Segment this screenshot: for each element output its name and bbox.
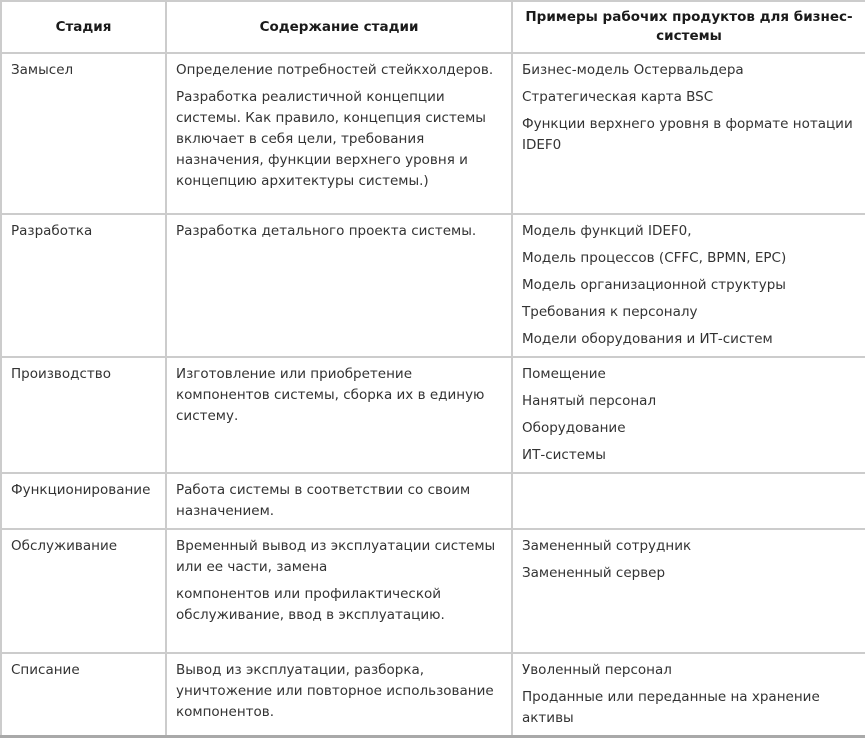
- content-paragraph: Разработка реалистичной концепции системы. Как правило, концепция системы включает в себя цели, требования назначения, функции верхнего уровня и концепцию архитектуры системы.): [176, 89, 486, 189]
- content-paragraph: Вывод из эксплуатации, разборка, уничтожение или повторное использование компонентов.: [176, 662, 494, 720]
- content-cell: [166, 357, 512, 473]
- stage-label: Списание: [11, 662, 80, 678]
- product-item: Помещение: [522, 366, 606, 382]
- products-cell: [512, 529, 865, 653]
- stage-cell: [1, 53, 166, 214]
- table-row-funkcionirovanie: [1, 473, 865, 529]
- product-item: Замененный сервер: [522, 565, 666, 581]
- content-paragraph: Работа системы в соответствии со своим назначением.: [176, 482, 471, 519]
- product-item: Уволенный персонал: [522, 662, 672, 678]
- products-cell: [512, 214, 865, 357]
- column-header-content: Содержание стадии: [166, 1, 512, 53]
- stage-label: Разработка: [11, 223, 93, 239]
- column-header-products: Примеры рабочих продуктов для бизнес-системы: [512, 1, 865, 53]
- content-paragraph: Разработка детального проекта системы.: [176, 223, 477, 239]
- stage-cell: [1, 357, 166, 473]
- content-cell: [166, 473, 512, 529]
- header-row: [1, 1, 865, 53]
- content-paragraph: Изготовление или приобретение компонентов системы, сборка их в единую систему.: [176, 366, 485, 424]
- product-item: Проданные или переданные на хранение активы: [522, 689, 820, 726]
- product-item: Замененный сотрудник: [522, 538, 692, 554]
- content-paragraph: Временный вывод из эксплуатации системы или ее части, замена: [176, 538, 496, 575]
- content-paragraph: Определение потребностей стейкхолдеров.: [176, 62, 494, 78]
- product-item: Нанятый персонал: [522, 393, 657, 409]
- product-item: Модель организационной структуры: [522, 277, 786, 293]
- product-item: Требования к персоналу: [522, 304, 698, 320]
- stage-cell: [1, 473, 166, 529]
- product-item: ИТ-системы: [522, 447, 606, 463]
- product-item: Модели оборудования и ИТ-систем: [522, 331, 773, 347]
- content-cell: [166, 53, 512, 214]
- stage-label: Производство: [11, 366, 111, 382]
- content-cell: [166, 214, 512, 357]
- stage-label: Замысел: [11, 62, 74, 78]
- product-item: Оборудование: [522, 420, 626, 436]
- stage-cell: [1, 214, 166, 357]
- content-cell: [166, 529, 512, 653]
- table-row-zamysel: [1, 53, 865, 214]
- product-item: Модель процессов (CFFC, BPMN, EPC): [522, 250, 787, 266]
- stage-label: Функционирование: [11, 482, 151, 498]
- stage-cell: [1, 529, 166, 653]
- product-item: Модель функций IDEF0,: [522, 223, 692, 239]
- products-cell: [512, 473, 865, 529]
- product-item: Функции верхнего уровня в формате нотации IDEF0: [522, 116, 853, 153]
- products-cell: [512, 357, 865, 473]
- products-cell: [512, 53, 865, 214]
- column-header-stage: Стадия: [1, 1, 166, 53]
- table-row-razrabotka: [1, 214, 865, 357]
- table-row-obsluzhivanie: [1, 529, 865, 653]
- product-item: Стратегическая карта BSC: [522, 89, 714, 105]
- content-paragraph: компонентов или профилактической обслуживание, ввод в эксплуатацию.: [176, 586, 445, 623]
- table-row-proizvodstvo: [1, 357, 865, 473]
- stage-label: Обслуживание: [11, 538, 118, 554]
- product-item: Бизнес-модель Остервальдера: [522, 62, 744, 78]
